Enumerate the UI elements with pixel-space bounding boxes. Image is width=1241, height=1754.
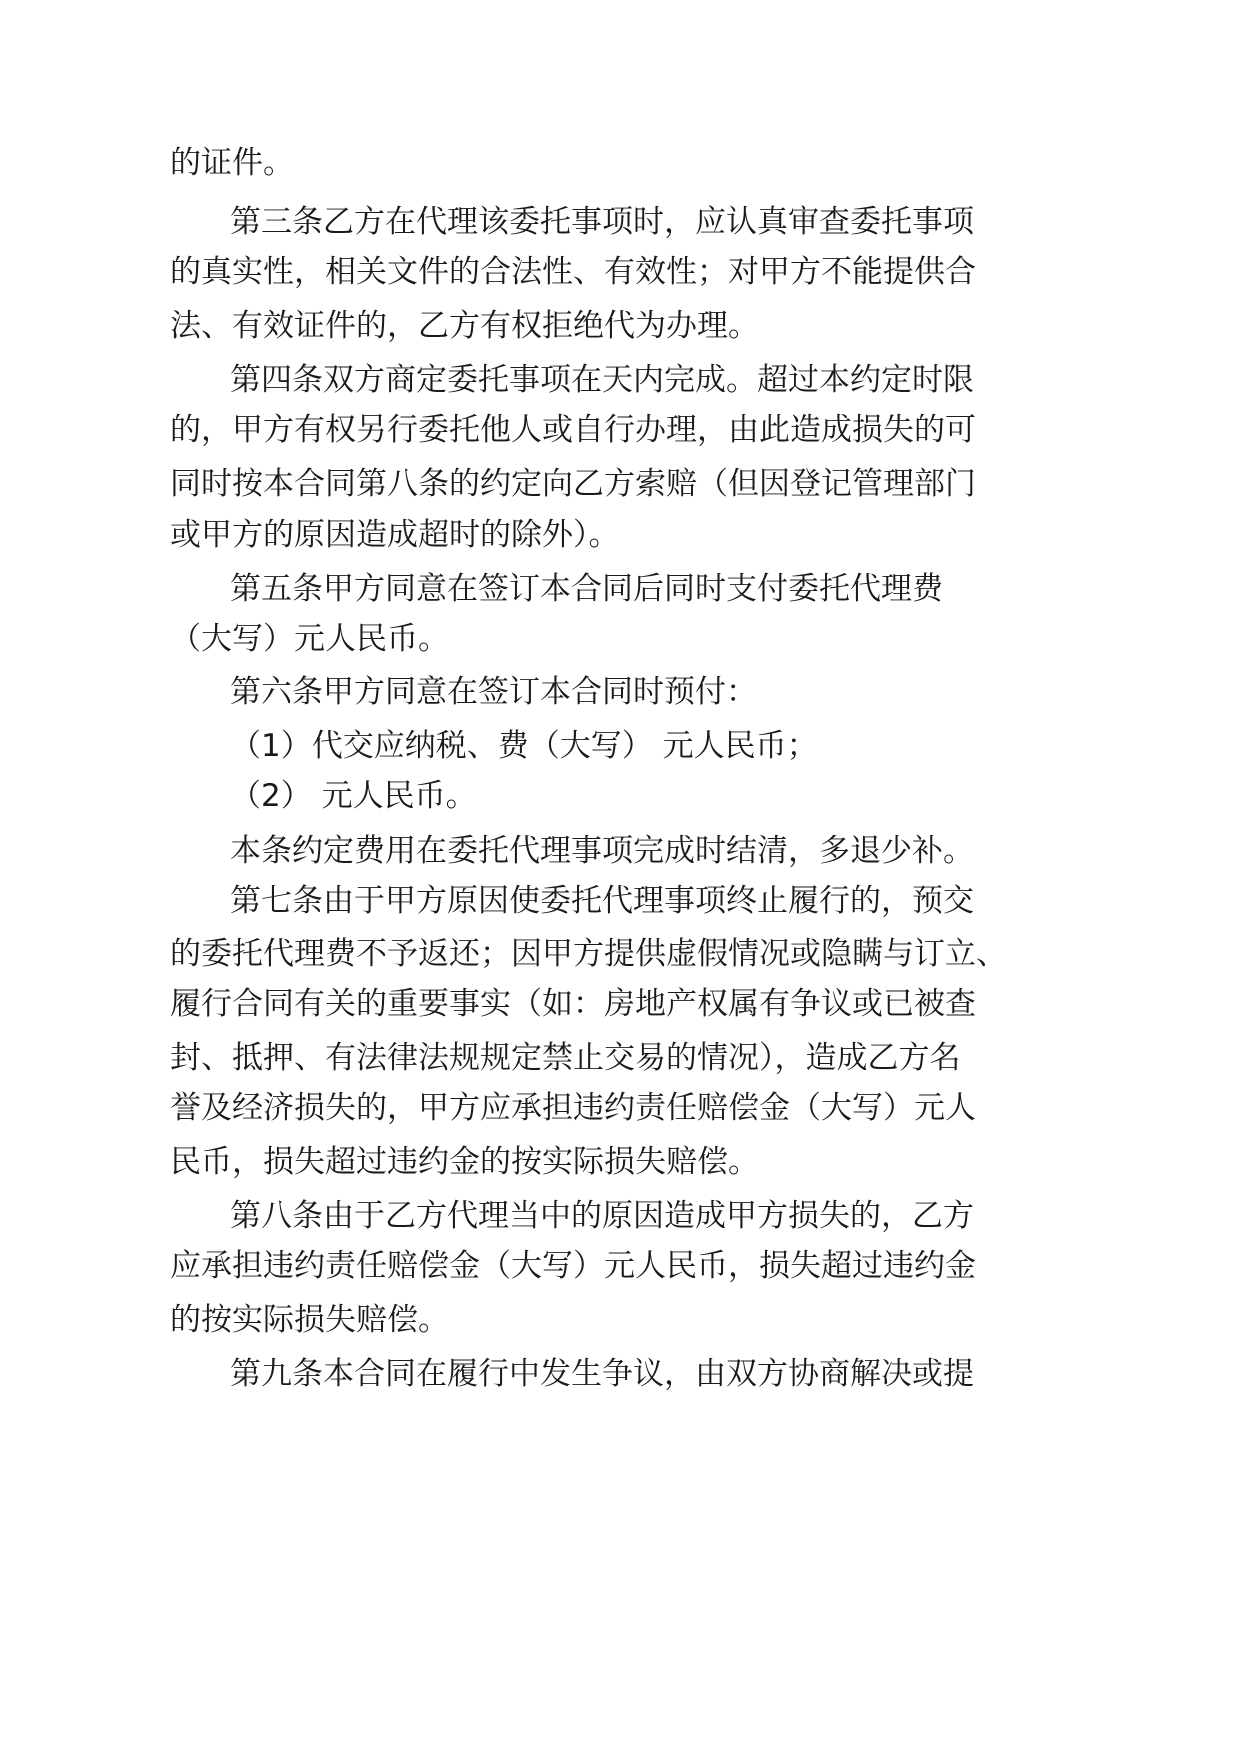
text-line: 的委托代理费不予返还；因甲方提供虚假情况或隐瞒与订立、 xyxy=(170,936,1007,972)
text-line: （大写）元人民币。 xyxy=(170,621,449,657)
text-line: 第六条甲方同意在签订本合同时预付： xyxy=(230,674,757,710)
text-line: 第五条甲方同意在签订本合同后同时支付委托代理费 xyxy=(230,571,943,607)
text-line: 同时按本合同第八条的约定向乙方索赔（但因登记管理部门 xyxy=(170,466,976,502)
text-line: 第三条乙方在代理该委托事项时，应认真审查委托事项 xyxy=(230,204,974,240)
text-line: 民币，损失超过违约金的按实际损失赔偿。 xyxy=(170,1144,759,1180)
text-line: （1）代交应纳税、费（大写） 元人民币； xyxy=(230,728,818,764)
text-line: 第四条双方商定委托事项在天内完成。超过本约定时限 xyxy=(230,362,974,398)
text-line: 的证件。 xyxy=(170,145,294,181)
text-line: 誉及经济损失的，甲方应承担违约责任赔偿金（大写）元人 xyxy=(170,1090,976,1126)
text-line: 第七条由于甲方原因使委托代理事项终止履行的，预交 xyxy=(230,883,974,919)
text-line: 或甲方的原因造成超时的除外）。 xyxy=(170,517,620,553)
text-line: 的按实际损失赔偿。 xyxy=(170,1302,449,1338)
text-line: 应承担违约责任赔偿金（大写）元人民币，损失超过违约金 xyxy=(170,1248,976,1284)
text-line: （2） 元人民币。 xyxy=(230,778,477,814)
text-line: 第九条本合同在履行中发生争议，由双方协商解决或提 xyxy=(230,1356,974,1392)
text-line: 法、有效证件的，乙方有权拒绝代为办理。 xyxy=(170,308,759,344)
text-line: 第八条由于乙方代理当中的原因造成甲方损失的，乙方 xyxy=(230,1198,974,1234)
text-line: 履行合同有关的重要事实（如：房地产权属有争议或已被查 xyxy=(170,986,976,1022)
text-line: 本条约定费用在委托代理事项完成时结清，多退少补。 xyxy=(230,833,974,869)
text-line: 的，甲方有权另行委托他人或自行办理，由此造成损失的可 xyxy=(170,412,976,448)
text-line: 封、抵押、有法律法规规定禁止交易的情况），造成乙方名 xyxy=(170,1040,961,1076)
text-line: 的真实性，相关文件的合法性、有效性；对甲方不能提供合 xyxy=(170,254,976,290)
